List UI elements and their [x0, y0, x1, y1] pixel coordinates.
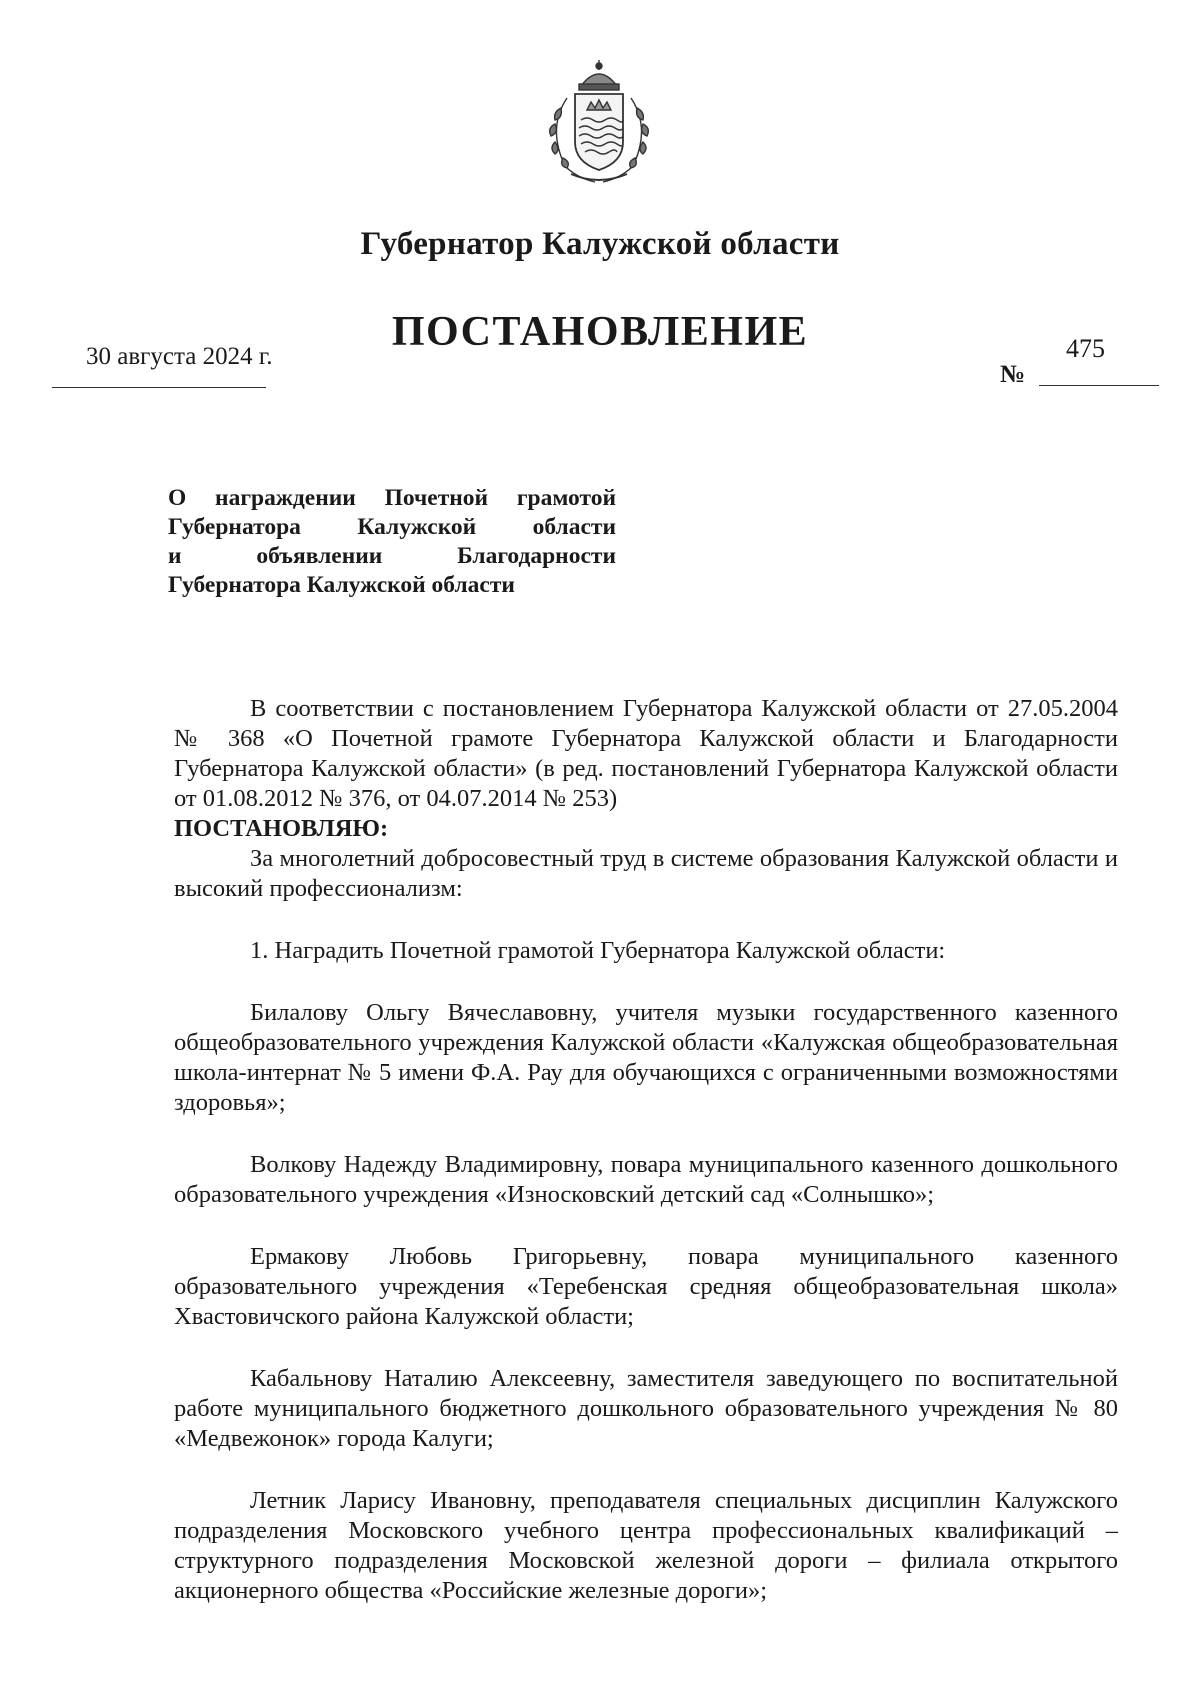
- document-body: [174, 694, 1118, 1606]
- decree-word: ПОСТАНОВЛЯЮ:: [174, 815, 389, 842]
- date-underline: [52, 387, 266, 388]
- coat-of-arms-emblem: [537, 58, 661, 186]
- reason-paragraph: За многолетний добросовестный труд в системе образования Калужской области и высокий профессионализм:: [174, 845, 1118, 902]
- document-type: ПОСТАНОВЛЕНИЕ: [391, 309, 809, 355]
- subject-line: Губернатора Калужской области: [168, 514, 616, 540]
- document-number: 475: [1066, 334, 1105, 363]
- subject-line: и объявлении Благодарности: [168, 543, 616, 569]
- awardee-paragraph: Билалову Ольгу Вячеславовну, учителя музыки государственного казенного общеобразовательного учреждения Калужской области «Калужская общеобразовательная школа-интернат № 5 имени Ф.А. Рау для обучающихся с ограниченными возможностями здоровья»;: [174, 999, 1118, 1116]
- document-date: 30 августа 2024 г.: [86, 343, 273, 370]
- issuing-authority: Губернатор Калужской области: [360, 226, 840, 262]
- award-item-paragraph: 1. Наградить Почетной грамотой Губернатора Калужской области:: [250, 937, 946, 964]
- awardee-paragraph: Волкову Надежду Владимировну, повара муниципального казенного дошкольного образовательного учреждения «Износковский детский сад «Солнышко»;: [174, 1151, 1118, 1208]
- preamble-paragraph: В соответствии с постановлением Губернатора Калужской области от 27.05.2004 № 368 «О Почетной грамоте Губернатора Калужской области и Благодарности Губернатора Калужской области» (в ред. постановлений Губернатора Калужской области от 01.08.2012 № 376, от 04.07.2014 № 253): [174, 695, 1118, 812]
- awardee-paragraph: Летник Ларису Ивановну, преподавателя специальных дисциплин Калужского подразделения Московского учебного центра профессиональных квалификаций – структурного подразделения Московской железной дороги – филиала открытого акционерного общества «Российские железные дороги»;: [174, 1487, 1118, 1604]
- subject-line: Губернатора Калужской области: [168, 572, 515, 598]
- subject-line: О награждении Почетной грамотой: [168, 485, 616, 511]
- awardee-paragraph: Кабальнову Наталию Алексеевну, заместителя заведующего по воспитательной работе муниципального бюджетного дошкольного образовательного учреждения № 80 «Медвежонок» города Калуги;: [174, 1365, 1118, 1452]
- awardee-paragraph: Ермакову Любовь Григорьевну, повара муниципального казенного образовательного учреждения «Теребенская средняя общеобразовательная школа» Хвастовичского района Калужской области;: [174, 1243, 1118, 1330]
- number-sign: №: [1000, 361, 1026, 388]
- number-underline: [1039, 385, 1159, 386]
- coat-of-arms-icon: [537, 58, 661, 186]
- document-subject: [168, 484, 616, 600]
